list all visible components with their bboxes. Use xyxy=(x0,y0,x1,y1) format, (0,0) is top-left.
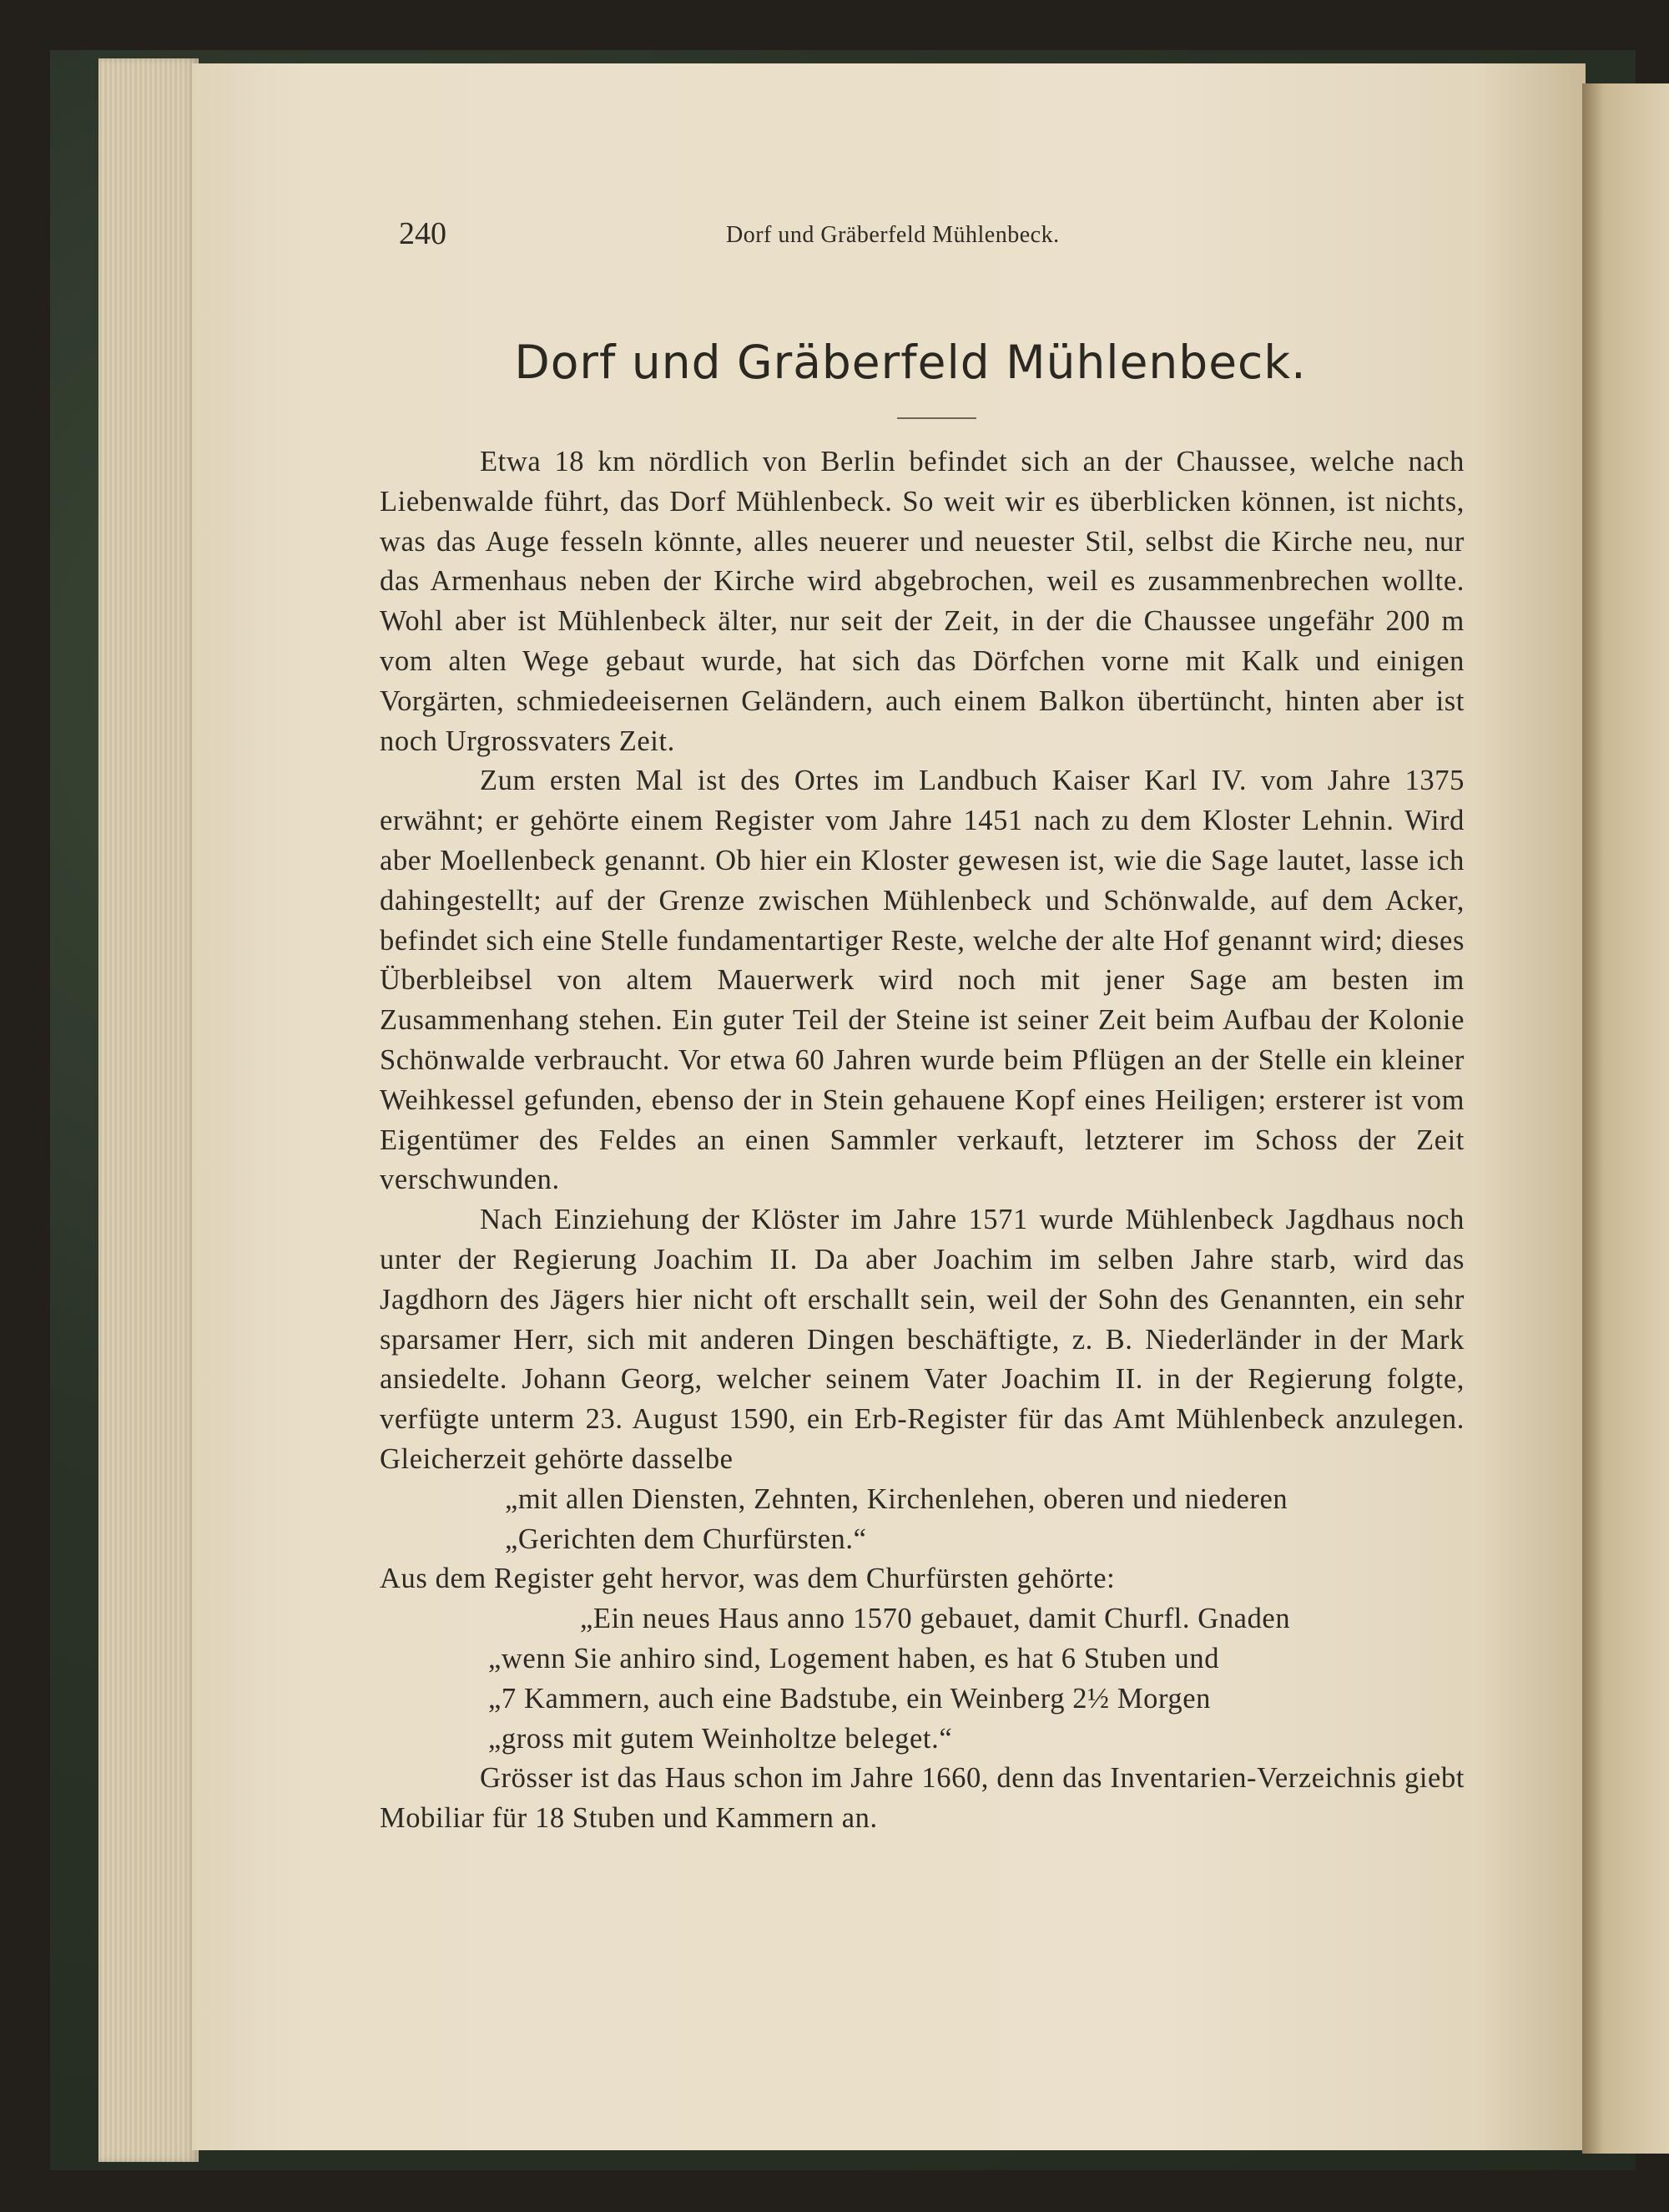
body-text xyxy=(380,442,1465,1839)
quote-line: „wenn Sie anhiro sind, Logement haben, es hat 6 Stuben und xyxy=(488,1642,1220,1674)
title-rule xyxy=(897,417,976,419)
chapter-title: Dorf und Gräberfeld Mühlenbeck. xyxy=(514,336,1307,389)
quote-line: „Gerichten dem Churfürsten.“ xyxy=(505,1523,867,1555)
running-title: Dorf und Gräberfeld Mühlenbeck. xyxy=(726,222,1060,248)
paragraph: Nach Einziehung der Klöster im Jahre 1571 wurde Mühlenbeck Jagdhaus noch unter der Regierung Joachim II. Da aber Joachim im selben Jahre starb, wird das Jagdhorn des Jägers hier nicht oft erschallt sein, weil der Sohn des Genannten, ein sehr sparsamer Herr, sich mit anderen Dingen beschäftigte, z. B. Niederländer in der Mark ansiedelte. Johann Georg, welcher seinem Vater Joachim II. in der Regierung folgte, verfügte unterm 23. August 1590, ein Erb-Register für das Amt Mühlenbeck anzulegen. Gleicherzeit gehörte dasselbe xyxy=(380,1204,1465,1475)
quote-line: „mit allen Diensten, Zehnten, Kirchenlehen, oberen und niederen xyxy=(505,1482,1288,1515)
page-edges xyxy=(98,58,199,2162)
quote-block xyxy=(380,1599,1465,1759)
transition-line: Aus dem Register geht hervor, was dem Churfürsten gehörte: xyxy=(380,1563,1116,1595)
paragraph: Grösser ist das Haus schon im Jahre 1660, denn das Inventarien-Verzeichnis giebt Mobiliar für 18 Stuben und Kammern an. xyxy=(380,1762,1465,1835)
page-number: 240 xyxy=(399,216,446,251)
paragraph: Etwa 18 km nördlich von Berlin befindet sich an der Chaussee, welche nach Liebenwalde führt, das Dorf Mühlenbeck. So weit wir es überblicken können, ist nichts, was das Auge fesseln könnte, alles neuerer und neuester Stil, selbst die Kirche neu, nur das Armenhaus neben der Kirche wird abgebrochen, weil es zusammenbrechen wollte. Wohl aber ist Mühlenbeck älter, nur seit der Zeit, in der die Chaussee ungefähr 200 m vom alten Wege gebaut wurde, hat sich das Dörfchen vorne mit Kalk und einigen Vorgärten, schmiedeeisernen Geländern, auch einem Balkon übertüncht, hinten aber ist noch Urgrossvaters Zeit. xyxy=(380,446,1465,757)
quote-line: „7 Kammern, auch eine Badstube, ein Weinberg 2½ Morgen xyxy=(488,1682,1212,1715)
running-head xyxy=(399,215,1459,252)
quote-line: „Ein neues Haus anno 1570 gebauet, damit Churfl. Gnaden xyxy=(580,1603,1291,1635)
quote-line: „gross mit gutem Weinholtze beleget.“ xyxy=(488,1722,953,1755)
facing-page-edge xyxy=(1582,83,1669,2154)
paragraph: Zum ersten Mal ist des Ortes im Landbuch Kaiser Karl IV. vom Jahre 1375 erwähnt; er gehörte einem Register vom Jahre 1451 nach zu dem Kloster Lehnin. Wird aber Moellenbeck genannt. Ob hier ein Kloster gewesen ist, wie die Sage lautet, lasse ich dahingestellt; auf der Grenze zwischen Mühlenbeck und Schönwalde, auf dem Acker, befindet sich eine Stelle fundamentartiger Reste, welche der alte Hof genannt wird; dieses Überbleibsel von altem Mauerwerk wird noch mit jener Sage am besten im Zusammenhang stehen. Ein guter Teil der Steine ist seiner Zeit beim Aufbau der Kolonie Schönwalde verbraucht. Vor etwa 60 Jahren wurde beim Pflügen an der Stelle ein kleiner Weihkessel gefunden, ebenso der in Stein gehauene Kopf eines Heiligen; ersterer ist vom Eigentümer des Feldes an einen Sammler verkauft, letzterer im Schoss der Zeit verschwunden. xyxy=(380,765,1465,1196)
